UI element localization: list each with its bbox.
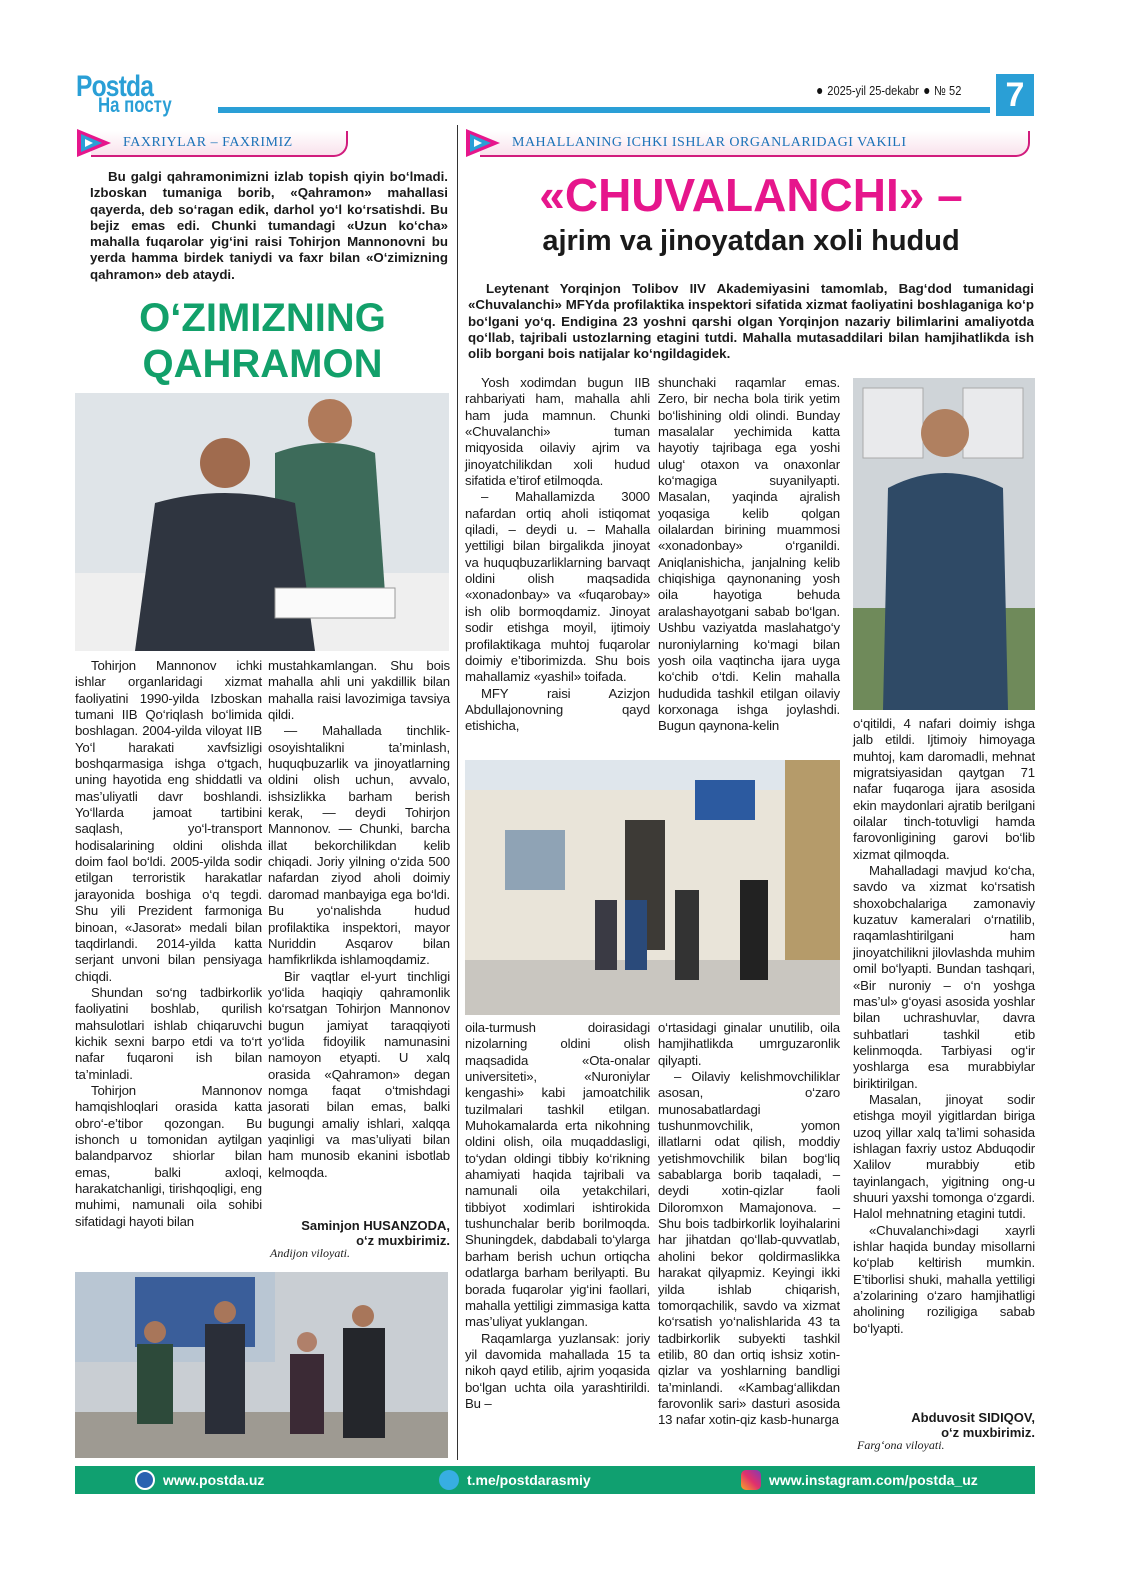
- right-column-2-bottom: [658, 1020, 840, 1429]
- left-column-2: [268, 658, 450, 1181]
- paragraph: o‘qitildi, 4 nafari doimiy ishga jalb etildi. Ijtimoiy himoyaga muhtoj, kam daromadli, mehnat migratsiyasidan qaytgan 71 nafar fuqaroga ijara asosida ekin maydonlari ajratib berilgani oilalar tinch-totuvligi hamda farovonligining garovi bo‘lib xizmat qilmoqda.: [853, 716, 1035, 862]
- instagram-icon: [741, 1470, 761, 1490]
- rubric-tag-left: [75, 127, 350, 157]
- dateline: [812, 83, 961, 98]
- page-number: 7: [996, 74, 1034, 116]
- paragraph: — Mahallada tinchlik-osoyishtalikni ta’minlash, huquqbuzarlik va jinoyatlarning oldini olish uchun, avvalo, ishsizlikka barham berish kerak, — deydi Tohirjon Mannonov. — Chunki, barcha illat bekorchilikdan kelib chiqadi. Joriy yilning o‘zida 500 nafardan ziyod aholi doimiy daromad manbayiga ega bo‘ldi. Bu yo‘nalishda hudud profilaktika inspektori, mayor Nuriddin Asqarov bilan hamfikrlikda ishlamoqdamiz.: [268, 723, 450, 968]
- left-title-line1: O‘ZIMIZNING: [139, 296, 386, 340]
- author-place: Andijon viloyati.: [270, 1246, 350, 1260]
- right-lead: Leytenant Yorqinjon Tolibov IIV Akademiyasini tamomlab, Bag‘dod tumanidagi «Chuvalanchi» MFYda profilaktika inspektori sifatida xizmat faoliyatini boshlaganiga ko‘p bo‘lgani yo‘q. Endigina 23 yoshni qarshi olgan Yorqinjon nazariy bilimlarini amaliyotda qo‘llab, tajribali ustozlarning etagini tutdi. Mahalla mutasaddilari bilan hamjihatlikda ish olib borgani bois natijalar ko‘ngildagidek.: [468, 281, 1034, 362]
- photo-illustration: [465, 760, 840, 1015]
- paragraph: MFY raisi Azizjon Abdullajonovning qayd etishicha,: [465, 685, 650, 734]
- right-byline: [853, 1410, 1035, 1440]
- bullet-icon: [924, 88, 929, 94]
- right-subtitle: ajrim va jinoyatdan xoli hudud: [542, 225, 960, 257]
- photo-illustration: [75, 1272, 448, 1458]
- paragraph: Shundan so‘ng tadbirkorlik faoliyatini boshlab, qurilish mahsulotlari ishlab chiqaruvchi kichik sexni barpo etdi va to‘rt nafar fuqaroni ish bilan ta’minladi.: [75, 984, 262, 1082]
- paragraph: Yosh xodimdan bugun IIB rahbariyati ham, mahalla ahli ham juda mamnun. Chunki «Chuvalanchi» tuman miqyosida oilaviy ajrim va jinoyatchilikdan xoli hudud sifatida e’tirof etilmoqda.: [465, 375, 650, 489]
- telegram-icon: [439, 1470, 459, 1490]
- footer-telegram[interactable]: [439, 1466, 591, 1494]
- footer-website[interactable]: [135, 1466, 264, 1494]
- website-link[interactable]: www.postda.uz: [163, 1472, 265, 1488]
- left-lead: Bu galgi qahramonimizni izlab topish qiyin bo‘lmadi. Izboskan tumaniga borib, «Qahramon» mahallasi qayerda, deb so‘ragan edik, darhol yo‘l ko‘rsatishdi. Bu bejiz emas edi. Chunki tumandagi «Uzun ko‘cha» mahalla fuqarolar yig‘ini raisi Tohirjon Mannonovni bu yerda hamma birdek taniydi va faxr bilan «O‘zimizning qahramon» deb ataydi.: [90, 169, 448, 282]
- logo-postda: Postda: [76, 70, 154, 103]
- paragraph: – Mahallamizda 3000 nafardan ortiq aholi istiqomat qiladi, – deydi u. – Mahalla yettiligi bilan birgalikda jinoyat va huquqbuzarliklarning barvaqt oldini olish maqsadida «xonadonbay» va «fuqarobay» ish olib bormoqdamiz. Jinoyat sodir etishga moyil, ijtimoiy profilaktikaga muhtoj fuqarolar doimiy e’tiborimizda. Shu bois mahallamiz «yashil» toifada.: [465, 489, 650, 685]
- photo-illustration: [853, 378, 1035, 710]
- paragraph: «Chuvalanchi»dagi xayrli ishlar haqida bunday misollarni ko‘plab keltirish mumkin. E’tiborlisi shuki, mahalla yettiligi a’zolarining o‘zaro hamjihatligi aholining roziligiga sabab bo‘lyapti.: [853, 1222, 1035, 1336]
- left-title-line2: QAHRAMON: [142, 342, 383, 386]
- photo-chairman-with-officer: [75, 393, 449, 651]
- paragraph: Tohirjon Mannonov ichki ishlar organlaridagi xizmat faoliyatini 1990-yilda Izboskan tumani IIB Qo‘riqlash bo‘limida boshlagan. 2004-yilda viloyat IIB Yo‘l harakati xavfsizligi boshqarmasiga ishga o‘tgach, uning hayotida eng shiddatli va mas’uliyatli davr boshlandi. Yo‘llarda jamoat tartibini saqlash, yo‘l-transport hodisalarining oldini olishda doim faol bo‘ldi. 2005-yilda sodir etilgan terroristik harakatlar jarayonida boshiga o‘q tegdi. Shu yili Prezident farmoniga binoan, «Jasorat» medali bilan taqdirlandi. 2014-yilda katta serjant unvoni bilan pensiyaga chiqdi.: [75, 658, 262, 984]
- author-role: o‘z muxbirimiz.: [941, 1425, 1035, 1440]
- paragraph: Mahalladagi mavjud ko‘cha, savdo va xizmat ko‘rsatish shoxobchalariga zamonaviy kuzatuv kameralari o‘rnatilib, raqamlashtirilgani ham jinoyatchilikni jilovlashda muhim omil bo‘lyapti. Bundan tashqari, «Bir nuroniy – o‘n yoshga mas’ul» g‘oyasi asosida yoshlar bilan uchrashuvlar, davra suhbatlari tashkil etib kelinmoqda. Tarbiyasi og‘ir yoshlarga esa murabbiylar biriktirilgan.: [853, 863, 1035, 1091]
- bullet-icon: [817, 88, 822, 94]
- photo-mahalla-building: [465, 760, 840, 1015]
- header-rule: [218, 107, 990, 113]
- right-column-1-bottom: [465, 1020, 650, 1412]
- paragraph: Masalan, jinoyat sodir etishga moyil yigitlardan biriga uzoq yillar xalq ta’limi sohasida ishlagan faxriy ustoz Abduqodir Xalilov murabbiy etib tayinlangach, yigitning ong-u shuuri yaxshi tomonga o‘zgardi. Halol mehnatning etagini tutdi.: [853, 1091, 1035, 1222]
- paragraph: shunchaki raqamlar emas. Zero, bir necha bola tirik yetim bo‘lishining oldi olindi. Bunday masalalar yechimida katta hayotiy tajribaga ega yoshi ulug‘ otaxon va onaxonlar ko‘magiga suyanilyapti. Masalan, yaqinda ajralish yoqasiga kelib qolgan oilalardan birining muammosi «xonadonbay» o‘rganildi. Aniqlanishicha, janjalning kelib chiqishiga qaynonaning yosh oila hayotiga behuda aralashayotgani sabab bo‘lgan. Ushbu vaziyatda maslahatgo‘y nuroniylarning ko‘magi bilan yosh oila vaqtincha ijara uyga ko‘chib o‘tdi. Kelin mahalla hududida tashkil etilgan oilaviy korxonaga ishga joylashdi. Bugun qaynona-kelin: [658, 375, 840, 734]
- instagram-link[interactable]: www.instagram.com/postda_uz: [769, 1472, 978, 1488]
- paragraph: o‘rtasidagi ginalar unutilib, oila hamjihatlikda umrguzaronlik qilyapti.: [658, 1020, 840, 1068]
- photo-group-walking: [75, 1272, 448, 1458]
- right-column-2-top: [658, 375, 840, 735]
- left-byline: [268, 1218, 450, 1248]
- right-column-3: [853, 716, 1035, 1337]
- issue-date: 2025-yil 25-dekabr: [827, 83, 919, 98]
- paragraph: Bir vaqtlar el-yurt tinchligi yo‘lida haqiqiy qahramonlik ko‘rsatgan Tohirjon Mannonov bugun jamiyat taraqqiyoti yo‘lida fidoyilik namunasini namoyon etyapti. U xalq orasida «Qahramon» degan nomga faqat o‘tmishdagi jasorati bilan emas, balki bugungi amaliy ishlari, xalqqa yaqinligi va mas’uliyati bilan ham munosib ekanini isbotlab kelmoqda.: [268, 968, 450, 1180]
- rubric-label: FAXRIYLAR – FAXRIMIZ: [123, 135, 293, 150]
- footer-bar: [75, 1466, 1035, 1494]
- issue-number: № 52: [934, 83, 962, 98]
- author-role: o‘z muxbirimiz.: [356, 1233, 450, 1248]
- globe-icon: [135, 1470, 155, 1490]
- paragraph: oila-turmush doirasidagi nizolarning oldini olish maqsadida «Ota-onalar universiteti», «Nuroniylar kengashi» kabi jamoatchilik tuzilmalari tashkil etilgan. Muhokamalarda erta nikohning oldini olish, oila muqaddasligi, to‘ydan oldingi tibbiy ko‘rikning ahamiyati haqida tajribali va namunali oila yetakchilari, tibbiyot xodimlari ishtirokida tushunchalar berib borilmoqda. Shuningdek, dabdabali to‘ylarga barham berish uchun ortiqcha odatlarga barham berilyapti. Bu borada fuqarolar yig‘ini faollari, mahalla yettiligi zimmasiga katta mas’uliyat yuklangan.: [465, 1020, 650, 1330]
- paragraph: Tohirjon Mannonov hamqishloqlari orasida katta obro‘-e’tibor qozongan. Bu ishonch u tomonidan aytilgan balandparvoz shiorlar bilan emas, balki axloqi, harakatchanligi, tirishqoqligi, eng muhimi, namunali oila sohibi sifatidagi hayoti bilan: [75, 1082, 262, 1229]
- left-column-1: [75, 658, 262, 1230]
- photo-illustration: [75, 393, 449, 651]
- footer-instagram[interactable]: [741, 1466, 978, 1494]
- right-title: «CHUVALANCHI» –: [539, 169, 963, 221]
- triangle-play-icon: [464, 127, 504, 159]
- logo-na-postu: На посту: [98, 94, 172, 117]
- rubric-tag-right: [464, 127, 1034, 157]
- author-place: Farg‘ona viloyati.: [857, 1438, 945, 1452]
- right-column-1-top: [465, 375, 650, 735]
- telegram-link[interactable]: t.me/postdarasmiy: [467, 1472, 591, 1488]
- photo-inspector-portrait: [853, 378, 1035, 710]
- author-name: Saminjon HUSANZODA,: [301, 1218, 450, 1233]
- column-divider: [457, 125, 458, 1460]
- triangle-play-icon: [75, 127, 115, 159]
- author-name: Abduvosit SIDIQOV,: [911, 1410, 1035, 1425]
- paragraph: Raqamlarga yuzlansak: joriy yil davomida mahallada 15 ta nikoh qayd etilib, ajrim yoqasida bo‘lgan uchta oila yarashtirildi. Bu –: [465, 1330, 650, 1411]
- rubric-label: MAHALLANING ICHKI ISHLAR ORGANLARIDAGI VAKILI: [512, 135, 907, 150]
- paragraph: mustahkamlangan. Shu bois mahalla ahli uni yakdillik bilan mahalla raisi lavozimiga tavsiya qildi.: [268, 658, 450, 723]
- paragraph: – Oilaviy kelishmovchiliklar asosan, o‘zaro munosabatlardagi tushunmovchilik, yomon illatlarni odat qilish, moddiy yetishmovchilik bilan bog‘liq sabablarga borib taqaladi, – deydi xotin-qizlar faoli Diloromxon Mamajonova. – Shu bois tadbirkorlik loyihalarini har jihatdan qo‘llab-quvvatlab, aholini bekor qoldirmaslikka harakat qilyapmiz. Keyingi ikki yilda ishlab chiqarish, tomorqachilik, savdo va xizmat ko‘rsatish yo‘nalishlarida 43 ta tadbirkorlik subyekti tashkil etilib, 80 dan ortiq ishsiz xotin-qizlar va yoshlarning bandligi ta’minlandi. «Kambag‘allikdan farovonlik sari» dasturi asosida 13 nafar xotin-qiz kasb-hunarga: [658, 1069, 840, 1428]
